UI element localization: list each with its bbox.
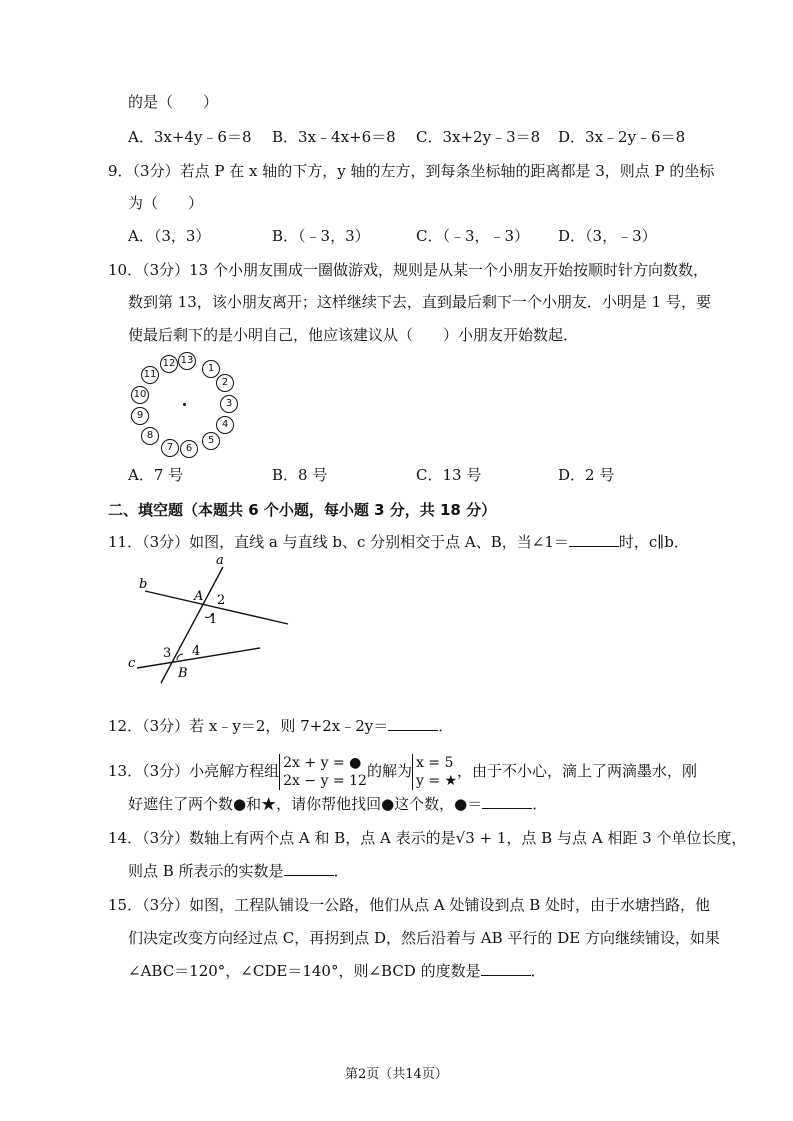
q11-answer-blank[interactable] <box>569 546 619 547</box>
q9-line1: 9．（3分）若点 P 在 x 轴的下方，y 轴的左方，到每条坐标轴的距离都是 3，则点 P 的坐标 <box>108 162 715 180</box>
q10-option-a: A．7 号 <box>128 466 184 484</box>
child-9: 9 <box>131 407 149 425</box>
child-11: 11 <box>141 366 159 384</box>
q9-option-a: A．（3，3） <box>128 227 211 245</box>
child-3: 3 <box>220 395 238 413</box>
child-13: 13 <box>178 352 196 370</box>
q10-option-b: B．8 号 <box>272 466 328 484</box>
label-B: B <box>178 666 188 681</box>
q13-line2-suffix: ． <box>532 795 548 813</box>
child-6: 6 <box>180 440 198 458</box>
page-footer: 第2页（共14页） <box>345 1067 448 1082</box>
q9-option-d: D．（3，﹣3） <box>558 227 657 245</box>
q8-option-b: B．3x﹣4x+6＝8 <box>272 128 396 146</box>
q11-suffix: 时，c∥b． <box>618 533 689 551</box>
q10-line1: 10．（3分）13 个小朋友围成一圈做游戏，规则是从某一个小朋友开始按顺时针方向数数， <box>108 261 708 279</box>
q13-eq1: 2x + y = ● <box>283 755 362 771</box>
child-4: 4 <box>216 416 234 434</box>
q13-sol2: y = ★ <box>415 773 458 789</box>
q12-suffix: ． <box>438 717 454 735</box>
q13-solution-system <box>412 754 457 790</box>
q13-line2 <box>128 794 547 814</box>
child-1: 1 <box>202 360 220 378</box>
circle-center-dot <box>183 403 186 406</box>
q11-prefix: 11．（3分）如图，直线 a 与直线 b、c 分别相交于点 A、B，当∠1＝ <box>108 533 569 551</box>
q8-tail: 的是（ ） <box>128 93 219 111</box>
children-circle-figure <box>128 350 243 465</box>
q14-line1: 14．（3分）数轴上有两个点 A 和 B，点 A 表示的是√3 + 1，点 B 与点 A 相距 3 个单位长度， <box>108 829 747 847</box>
q13-line2-prefix: 好遮住了两个数●和★，请你帮他找回●这个数，●＝ <box>128 795 483 813</box>
section-title-fill-in: 二、填空题（本题共 6 个小题，每小题 3 分，共 18 分） <box>108 501 497 519</box>
q14-answer-blank[interactable] <box>284 875 334 876</box>
child-5: 5 <box>202 432 220 450</box>
q13-answer-blank[interactable] <box>482 808 532 809</box>
label-b: b <box>139 577 148 592</box>
label-A: A <box>194 589 204 604</box>
child-12: 12 <box>160 355 178 373</box>
q13-prefix: 13．（3分）小亮解方程组 <box>108 762 280 780</box>
q13-sol1: x = 5 <box>415 755 454 771</box>
q11-figure <box>125 553 300 688</box>
child-8: 8 <box>141 427 159 445</box>
q15-line3 <box>128 961 546 981</box>
label-angle-4: 4 <box>192 644 201 659</box>
q15-line2: 们决定改变方向经过点 C，再拐到点 D，然后沿着与 AB 平行的 DE 方向继续铺设，如果 <box>128 929 720 947</box>
label-c: c <box>128 656 136 671</box>
q8-option-a: A．3x+4y﹣6＝8 <box>128 128 252 146</box>
q9-option-b: B．（﹣3，3） <box>272 227 370 245</box>
child-7: 7 <box>161 439 179 457</box>
q15-line3-suffix: ． <box>530 962 546 980</box>
q12-prefix: 12．（3分）若 x﹣y＝2，则 7+2x﹣2y＝ <box>108 717 389 735</box>
q12-text <box>108 716 453 736</box>
q10-option-d: D．2 号 <box>558 466 615 484</box>
q14-line2-prefix: 则点 B 所表示的实数是 <box>128 862 284 880</box>
q13-line1 <box>108 752 697 790</box>
q9-option-c: C．（﹣3，﹣3） <box>416 227 530 245</box>
q9-line2: 为（ ） <box>128 194 204 212</box>
q13-eq2: 2x − y = 12 <box>283 773 367 789</box>
q14-line2-suffix: ． <box>333 862 349 880</box>
q15-line1: 15．（3分）如图，工程队铺设一公路，他们从点 A 处铺设到点 B 处时，由于水塘挡路，他 <box>108 896 711 914</box>
q11-text <box>108 532 689 552</box>
angle-3-arc <box>177 654 183 660</box>
child-10: 10 <box>131 386 149 404</box>
q14-line2 <box>128 861 349 881</box>
q13-equation-system <box>279 754 367 790</box>
q15-answer-blank[interactable] <box>481 975 531 976</box>
label-angle-1: 1 <box>209 612 218 627</box>
label-angle-2: 2 <box>217 593 226 608</box>
q15-line3-prefix: ∠ABC＝120°，∠CDE＝140°，则∠BCD 的度数是 <box>128 962 481 980</box>
child-2: 2 <box>216 374 234 392</box>
label-angle-3: 3 <box>163 646 172 661</box>
q10-line2: 数到第 13，该小朋友离开；这样继续下去，直到最后剩下一个小朋友．小明是 1 号，要 <box>128 293 711 311</box>
q13-mid: 的解为 <box>366 762 412 780</box>
label-a: a <box>216 553 224 568</box>
q12-answer-blank[interactable] <box>388 730 438 731</box>
q10-line3: 使最后剩下的是小明自己，他应该建议从（ ）小朋友开始数起． <box>128 326 579 344</box>
q10-option-c: C．13 号 <box>416 466 482 484</box>
q13-rest: ，由于不小心，滴上了两滴墨水，刚 <box>457 762 698 780</box>
q8-option-c: C．3x+2y﹣3＝8 <box>416 128 541 146</box>
q8-option-d: D．3x﹣2y﹣6＝8 <box>558 128 686 146</box>
